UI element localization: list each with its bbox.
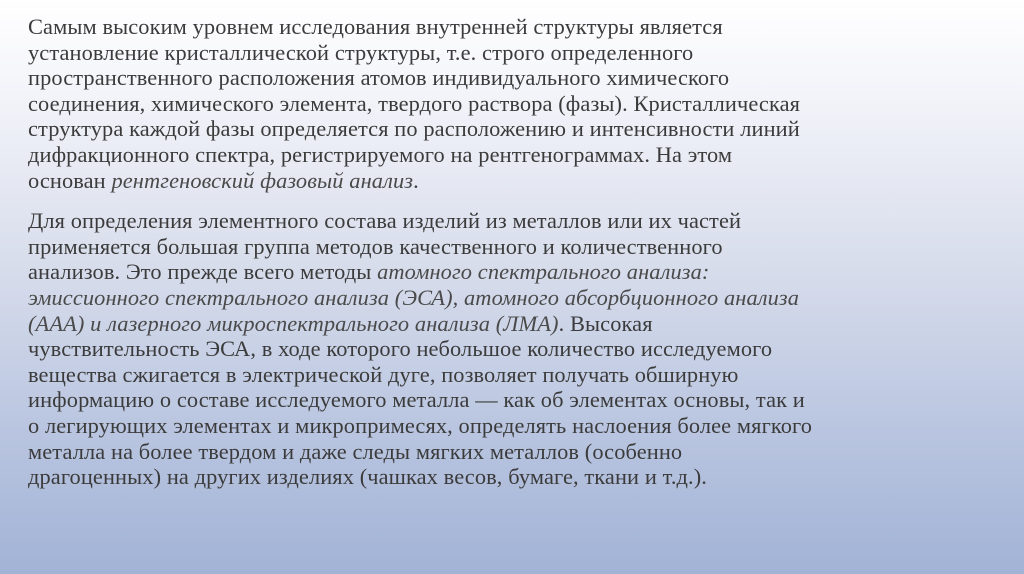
text-line: Самым высоким уровнем исследования внутренней структуры является: [28, 14, 723, 39]
text-fragment: .: [413, 167, 419, 193]
term-atomic-spectral-analysis: атомного спектрального анализа:: [377, 259, 710, 285]
text-line: дифракционного спектра, регистрируемого на рентгенограммах. На этом: [28, 141, 733, 167]
text-line: о легирующих элементах и микропримесях, определять наслоения более мягкого: [28, 412, 813, 438]
text-line: вещества сжигается в электрической дуге, позволяет получать обширную: [28, 361, 739, 387]
text-line: Для определения элементного состава изделий из металлов или их частей: [28, 208, 742, 234]
text-line: пространственного расположения атомов индивидуального химического: [28, 65, 730, 91]
text-line: установление кристаллической структуры, т.е. строго определенного: [28, 39, 694, 65]
text-line: драгоценных) на других изделиях (чашках весов, бумаге, ткани и т.д.).: [28, 464, 707, 490]
term-xray-phase-analysis: рентгеновский фазовый анализ: [111, 167, 414, 193]
text-line: соединения, химического элемента, твердого раствора (фазы). Кристаллическая: [28, 90, 801, 116]
text-line: чувствительность ЭСА, в ходе которого небольшое количество исследуемого: [28, 336, 773, 362]
text-fragment: . Высокая: [558, 310, 653, 336]
text-fragment: основан: [28, 167, 112, 193]
term-aaa-lma: (ААА) и лазерного микроспектрального анализа (ЛМА): [28, 310, 559, 336]
text-fragment: анализов. Это прежде всего методы: [28, 259, 378, 285]
paragraph-elemental-analysis: [28, 208, 996, 490]
paragraph-crystal-structure: [28, 14, 996, 193]
text-line: применяется большая группа методов качественного и количественного: [28, 233, 723, 259]
slide-content: [28, 14, 996, 490]
text-line: металла на более твердом и даже следы мягких металлов (особенно: [28, 438, 683, 464]
term-esa-aaa: эмиссионного спектрального анализа (ЭСА), атомного абсорбционного анализа: [28, 284, 800, 310]
text-line: структура каждой фазы определяется по расположению и интенсивности линий: [28, 116, 800, 142]
text-line: информацию о составе исследуемого металла — как об элементах основы, так и: [28, 387, 805, 413]
